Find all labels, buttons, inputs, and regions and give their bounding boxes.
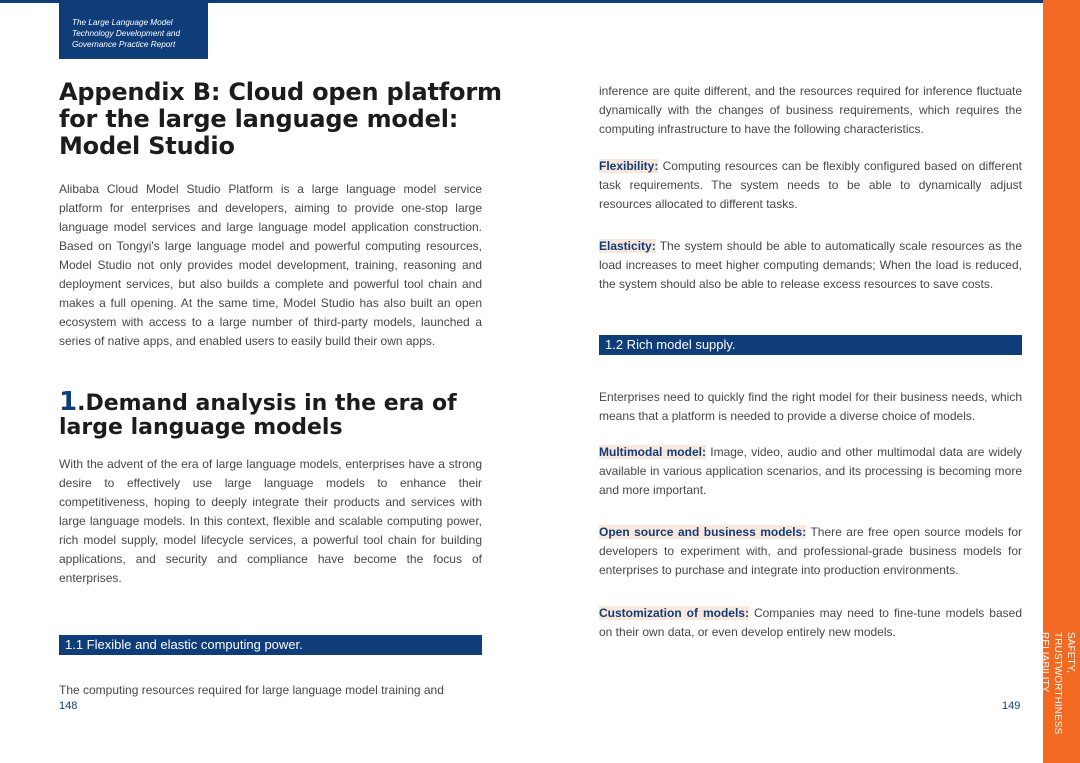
report-title-line: The Large Language Model	[72, 18, 173, 27]
section-title	[59, 387, 489, 440]
section-number: 1	[59, 387, 78, 417]
subsection-heading-1-1: 1.1 Flexible and elastic computing power.	[59, 635, 482, 655]
page-number-right: 149	[1002, 700, 1021, 712]
section-title-line: .Demand analysis in the era of	[77, 391, 457, 416]
continued-paragraph: inference are quite different, and the resources required for inference fluctuate dynamically with the changes of business requirements, which requires the computing infrastructure to have the following characteristics.	[599, 84, 1022, 136]
appendix-title-line: Model Studio	[59, 132, 235, 160]
intro-paragraph: Alibaba Cloud Model Studio Platform is a large language model service platform for enterprises and developers, aiming to provide one-stop large language model services and large language model application construction. Based on Tongyi's large language model and powerful computing resources, Model Studio not only provides model development, training, reasoning and deployment services, but also builds a complete and powerful tool chain and makes a full opening. At the same time, Model Studio has also built an open ecosystem with access to a large number of third-party models, launched a series of native apps, and enabled users to easily build their own apps.	[59, 182, 482, 348]
customization-text: Companies may need to fine-tune models based on their own data, or even develop entirely new models.	[599, 606, 1022, 639]
section-title-line: large language models	[59, 415, 343, 440]
elasticity-label: Elasticity:	[599, 239, 656, 253]
open-source-paragraph	[599, 523, 1022, 580]
open-source-text: There are free open source models for developers to experiment with, and professional-grade business models for enterprises to purchase and integrate into production environments.	[599, 525, 1023, 577]
report-title-line: Governance Practice Report	[72, 40, 176, 49]
multimodal-text: Image, video, audio and other multimodal data are widely available in various application scenarios, and its processing is becoming more and more important.	[599, 445, 1023, 497]
flexibility-paragraph	[599, 157, 1022, 214]
side-tab-line: RELIABILITY, USABILITY	[1026, 632, 1050, 695]
elasticity-paragraph	[599, 237, 1022, 294]
side-tab-line: SAFETY, TRUSTWORTHINESS	[1052, 632, 1076, 735]
flexibility-text: Computing resources can be flexibly configured based on different task requirements. The system needs to be able to dynamically adjust resources allocated to different tasks.	[599, 159, 1022, 211]
page-number-left: 148	[59, 700, 78, 712]
report-title-line: Technology Development and	[72, 29, 181, 38]
customization-label: Customization of models:	[599, 606, 749, 620]
side-tab-text	[1026, 632, 1077, 747]
multimodal-label: Multimodal model:	[599, 445, 706, 459]
section-paragraph: With the advent of the era of large language models, enterprises have a strong desire to effectively use large language models to enhance their competitiveness, hoping to deeply integrate their products and services with large language models. In this context, flexible and scalable computing power, rich model supply, model lifecycle services, a powerful tool chain for building applications, and security and compliance have become the focus of enterprises.	[59, 457, 482, 585]
report-title-tag	[59, 3, 208, 59]
customization-paragraph	[599, 604, 1022, 642]
subsection-heading-1-2: 1.2 Rich model supply.	[599, 335, 1022, 355]
model-supply-paragraph: Enterprises need to quickly find the right model for their business needs, which means that a platform is needed to provide a diverse choice of models.	[599, 390, 1022, 423]
bottom-paragraph: The computing resources required for large language model training and	[59, 683, 444, 697]
flexibility-label: Flexibility:	[599, 159, 659, 173]
elasticity-text: The system should be able to automatically scale resources as the load increases to meet higher computing demands; When the load is reduced, the system should also be able to release excess resources to save costs.	[599, 239, 1022, 291]
appendix-title-line: for the large language model:	[59, 105, 459, 133]
open-source-label: Open source and business models:	[599, 525, 807, 539]
multimodal-paragraph	[599, 443, 1022, 500]
appendix-title	[59, 78, 502, 160]
appendix-title-line: Appendix B: Cloud open platform	[59, 78, 502, 106]
